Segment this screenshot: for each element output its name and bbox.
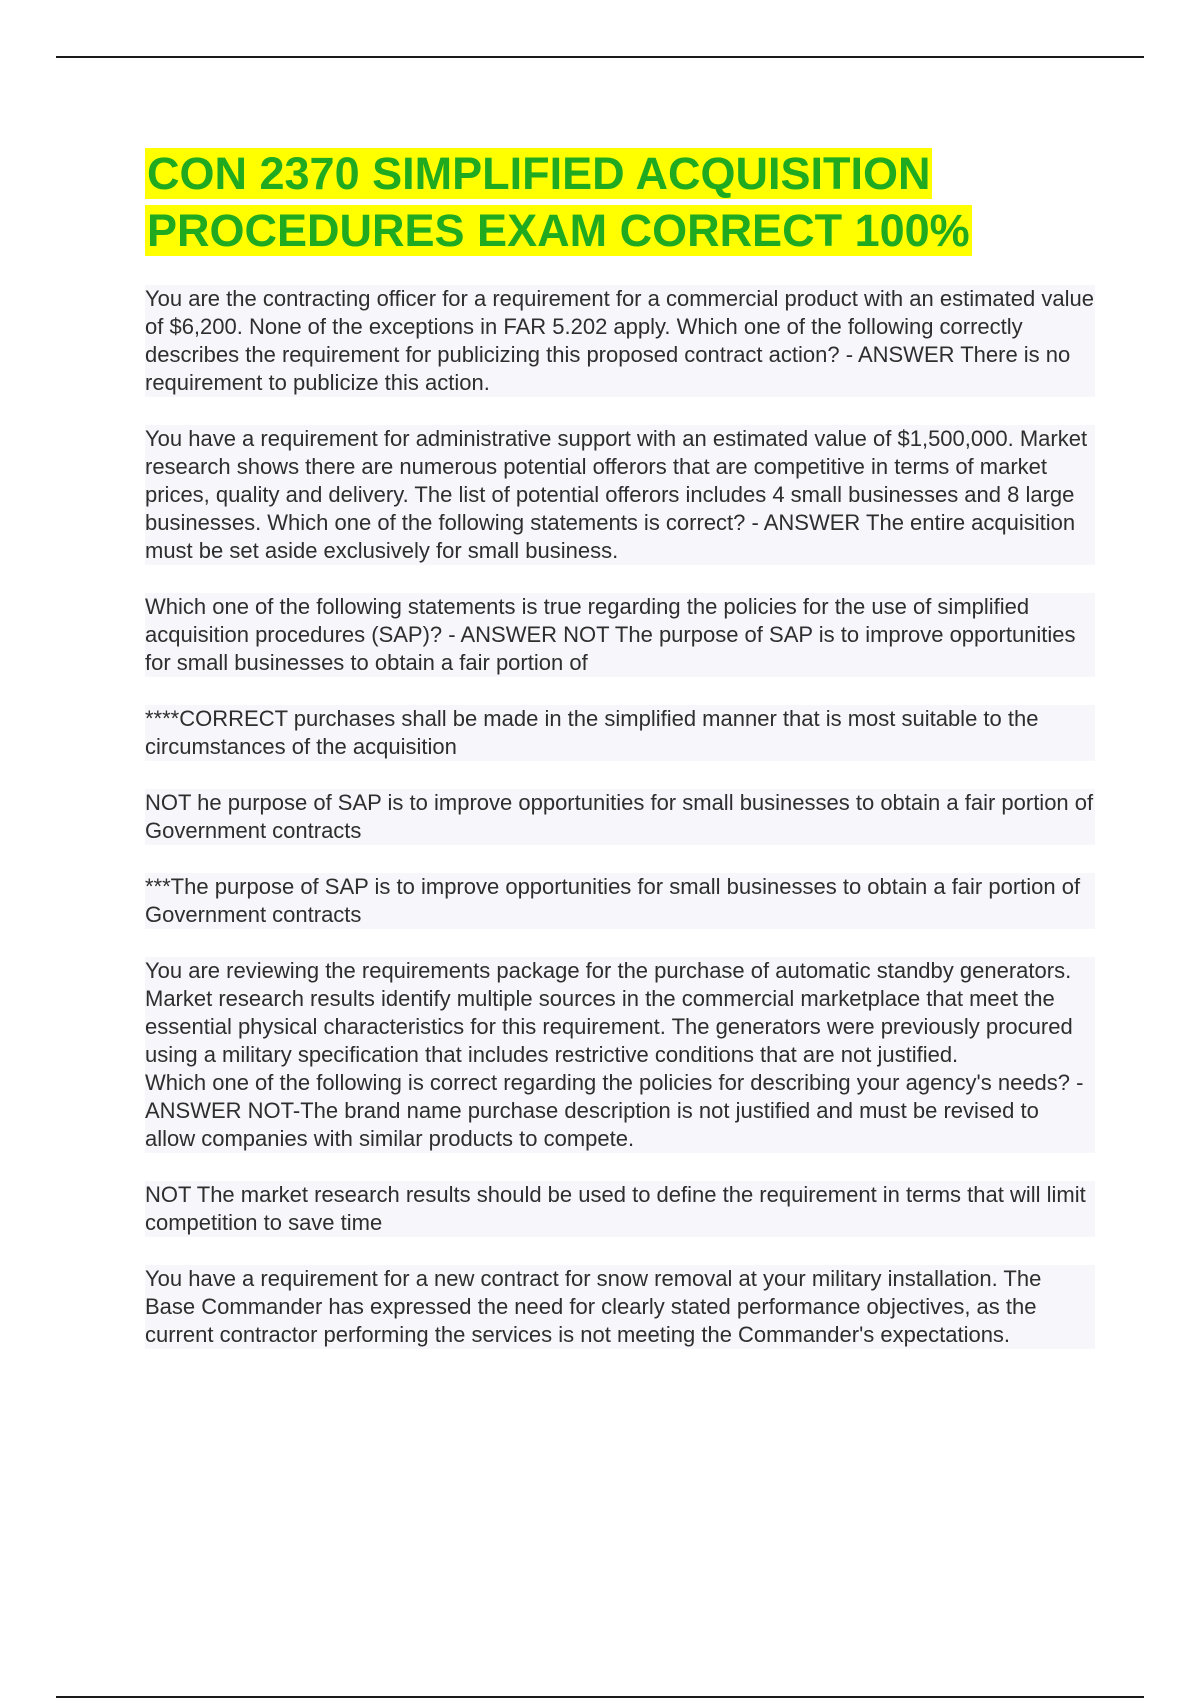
qa-paragraph: You are reviewing the requirements package for the purchase of automatic standby generators. Market research results identify multiple sources in the commercial marketplace that meet the essential physical characteristics for this requirement. The generators were previously procured using a military specification that includes restrictive conditions that are not justified. <box>145 957 1095 1069</box>
top-rule <box>56 56 1144 58</box>
qa-paragraph: Which one of the following is correct regarding the policies for describing your agency's needs? - ANSWER NOT-The brand name purchase description is not justified and must be revised to allow companies with similar products to compete. <box>145 1069 1095 1153</box>
qa-paragraph: NOT he purpose of SAP is to improve opportunities for small businesses to obtain a fair portion of Government contracts <box>145 790 1094 843</box>
qa-paragraph: ***The purpose of SAP is to improve opportunities for small businesses to obtain a fair portion of Government contracts <box>145 873 1095 929</box>
bottom-rule <box>56 1696 1144 1698</box>
title-line-2: PROCEDURES EXAM CORRECT 100% <box>147 205 970 256</box>
qa-paragraph: ****CORRECT purchases shall be made in the simplified manner that is most suitable to the circumstances of the acquisition <box>145 705 1095 761</box>
qa-paragraph: Which one of the following statements is true regarding the policies for the use of simplified acquisition procedures (SAP)? - ANSWER NOT The purpose of SAP is to improve opportunities for small businesses to obtain a fair portion of <box>145 593 1095 677</box>
qa-paragraph: NOT The market research results should be used to define the requirement in terms that will limit competition to save time <box>145 1181 1095 1237</box>
qa-paragraph: You are the contracting officer for a requirement for a commercial product with an estimated value of $6,200. None of the exceptions in FAR 5.202 apply. Which one of the following correctly describes the requirement for publicizing this proposed contract action? - ANSWER There is no requirement to publicize this action. <box>145 286 1094 395</box>
document-body <box>145 145 1095 1377</box>
qa-paragraph: You have a requirement for administrative support with an estimated value of $1,500,000. Market research shows there are numerous potential offerors that are competitive in terms of market prices, quality and delivery. The list of potential offerors includes 4 small businesses and 8 large businesses. Which one of the following statements is correct? - ANSWER The entire acquisition must be set aside exclusively for small business. <box>145 425 1095 565</box>
document-title <box>145 145 1095 259</box>
qa-paragraph: You have a requirement for a new contract for snow removal at your military installation. The Base Commander has expressed the need for clearly stated performance objectives, as the current contractor performing the services is not meeting the Commander's expectations. <box>145 1265 1095 1349</box>
qa-list <box>145 285 1095 1349</box>
title-line-1: CON 2370 SIMPLIFIED ACQUISITION <box>147 148 931 199</box>
